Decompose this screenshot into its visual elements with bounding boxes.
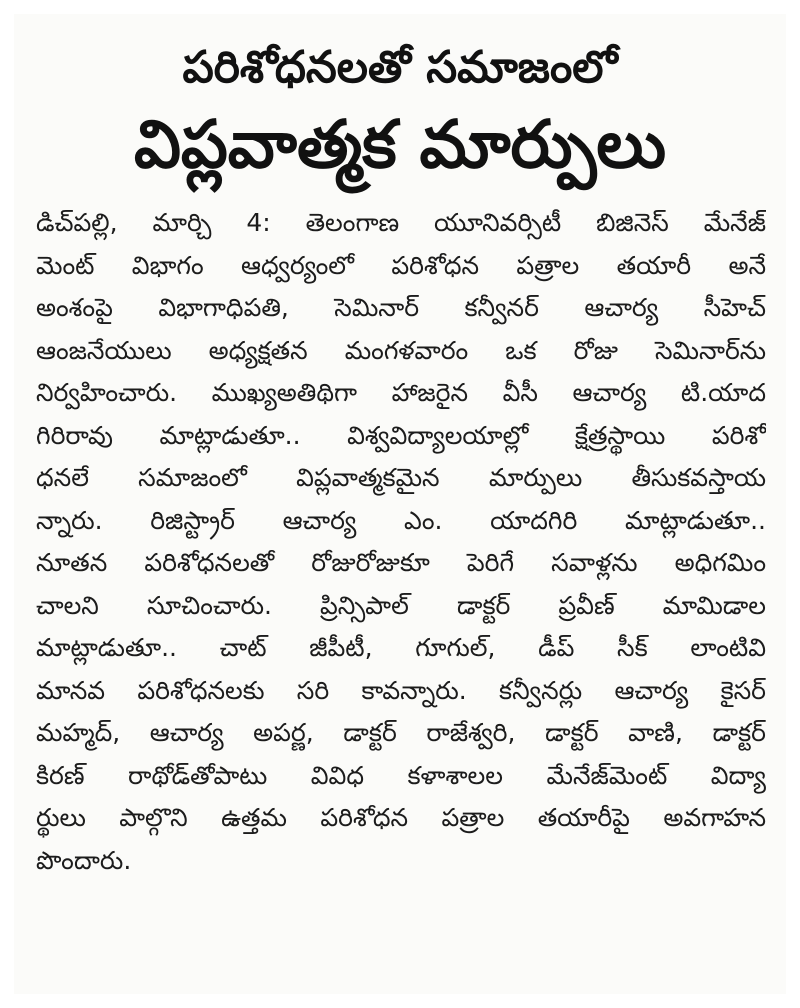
body-line: మానవ పరిశోధనలకు సరి కావన్నారు. కన్వీనర్లు ఆచార్య కైసర్ [36,675,766,705]
body-line: నిర్వహించారు. ముఖ్యఅతిథిగా హాజరైన వీసీ ఆచార్య టి.యాద [36,378,766,407]
body-line: మహ్మద్, ఆచార్య అపర్ణ, డాక్టర్ రాజేశ్వరి, డాక్టర్ వాణి, డాక్టర్ [36,718,766,747]
body-line: అంశంపై విభాగాధిపతి, సెమినార్ కన్వీనర్ ఆచార్య సీహెచ్ [36,293,766,322]
headline-line-2: విప్లవాత్మక మార్పులు [133,106,667,183]
body-line: ర్థులు పాల్గొని ఉత్తమ పరిశోధన పత్రాల తయారీపై అవగాహన [36,803,766,832]
body-line: చాలని సూచించారు. ప్రిన్సిపాల్ డాక్టర్ ప్రవీణ్ మామిడాల [36,590,766,620]
headline-line-1: పరిశోధనలతో సమాజంలో [182,42,618,93]
body-line: కిరణ్ రాథోడ్‌తోపాటు వివిధ కళాశాలల మేనేజ్‌మెంట్ విద్యా [36,760,766,790]
body-line: డిచ్‌పల్లి, మార్చి 4: తెలంగాణ యూనివర్సిటీ బిజినెస్ మేనేజ్ [36,208,766,237]
newspaper-clipping [14,14,786,994]
body-line: మాట్లాడుతూ.. చాట్ జీపీటీ, గూగుల్, డీప్ సీక్ లాంటివి [36,633,766,662]
body-line: పొందారు. [36,845,132,875]
body-line: న్నారు. రిజిస్ట్రార్ ఆచార్య ఎం. యాదగిరి మాట్లాడుతూ.. [36,505,766,535]
body-line: మెంట్ విభాగం ఆధ్వర్యంలో పరిశోధన పత్రాల తయారీ అనే [36,250,766,280]
body-line: నూతన పరిశోధనలతో రోజురోజుకూ పెరిగే సవాళ్లను అధిగమిం [36,548,766,577]
body-line: ఆంజనేయులు అధ్యక్షతన మంగళవారం ఒక రోజు సెమినార్‌ను [36,335,766,365]
body-line: ధనలే సమాజంలో విప్లవాత్మకమైన మార్పులు తీసుకవస్తాయ [36,463,766,492]
body-line: గిరిరావు మాట్లాడుతూ.. విశ్వవిద్యాలయాల్లో క్షేత్రస్థాయి పరిశో [36,420,766,450]
article-body [36,202,766,882]
